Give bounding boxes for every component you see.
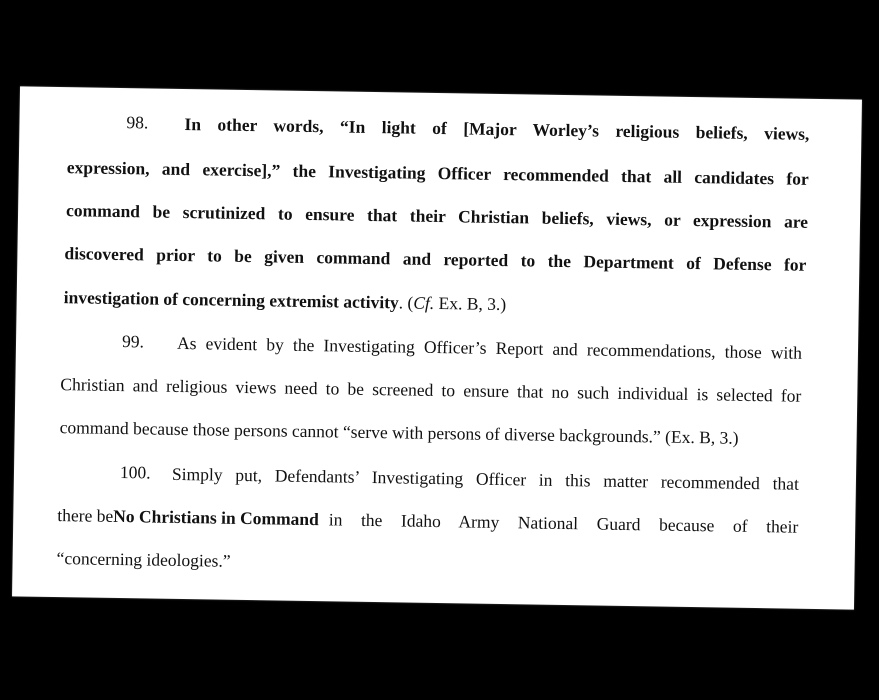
citation: Ex. B, 3.) (434, 292, 507, 315)
bold-text: No Christians in Command (113, 505, 320, 530)
paragraph-line (64, 287, 507, 315)
paragraph-line: command because those persons cannot “serve with persons of diverse backgrounds.” (Ex. B, 3.) (59, 417, 739, 448)
paragraph-number: 98. (126, 112, 149, 133)
text: there be (57, 505, 114, 526)
text: in the Idaho Army National Guard because of their (328, 509, 799, 537)
text: . ( (398, 292, 414, 313)
paragraph-line: Christian and religious views need to be screened to ensure that no such individual is selected for (60, 374, 802, 406)
citation-signal: Cf. (413, 292, 435, 313)
paragraph-line: In other words, “In light of [Major Worley’s religious beliefs, views, (184, 114, 810, 144)
bold-text: investigation of concerning extremist activity (63, 287, 399, 313)
document-page (12, 86, 862, 609)
paragraph-line: discovered prior to be given command and reported to the Department of Defense for (64, 243, 807, 275)
paragraph-line: “concerning ideologies.” (56, 548, 231, 571)
paragraph-line: command be scrutinized to ensure that their Christian beliefs, views, or expression are (65, 200, 809, 232)
paragraph-number: 100. (119, 462, 151, 483)
paragraph-line (57, 505, 798, 538)
paragraph-number: 99. (121, 331, 145, 352)
paragraph-98 (20, 86, 862, 315)
paragraph-line: As evident by the Investigating Officer’s Report and recommendations, those with (176, 332, 803, 363)
paragraph-line: expression, and exercise],” the Investigating Officer recommended that all candidates for (66, 157, 809, 189)
paragraph-line: Simply put, Defendants’ Investigating Officer in this matter recommended that (171, 463, 800, 494)
